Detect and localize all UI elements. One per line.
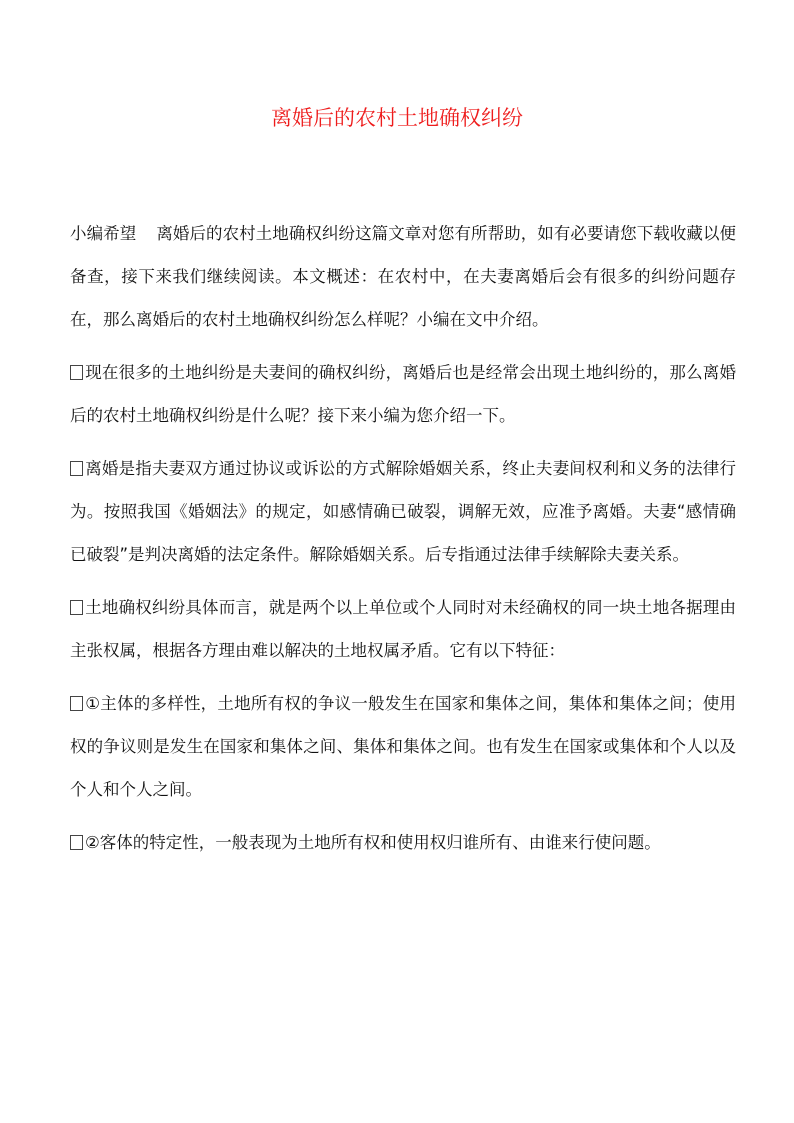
intro-lead: 小编希望 [70,224,137,243]
paragraph-text: ②客体的特定性，一般表现为土地所有权和使用权归谁所有、由谁来行使问题。 [85,833,661,852]
intro-text: 离婚后的农村土地确权纠纷这篇文章对您有所帮助，如有必要请您下载收藏以便备查，接下来我们继续阅读。本文概述：在农村中，在夫妻离婚后会有很多的纠纷问题存在，那么离婚后的农村土地确权纠纷怎么样呢？小编在文中介绍。 [70,224,737,329]
paragraph-2 [70,447,736,576]
checkbox-bullet-icon [70,600,83,615]
checkbox-bullet-icon [70,696,83,711]
checkbox-bullet-icon [70,365,83,380]
paragraph-text: 现在很多的土地纠纷是夫妻间的确权纠纷，离婚后也是经常会出现土地纠纷的，那么离婚后的农村土地确权纠纷是什么呢？接下来小编为您介绍一下。 [70,363,736,425]
paragraph-4 [70,682,736,811]
paragraph-5 [70,821,736,864]
checkbox-bullet-icon [70,461,83,476]
checkbox-bullet-icon [70,835,83,850]
document-title: 离婚后的农村土地确权纠纷 [271,106,523,130]
paragraph-text: 离婚是指夫妻双方通过协议或诉讼的方式解除婚姻关系，终止夫妻间权利和义务的法律行为。按照我国《婚姻法》的规定，如感情确已破裂，调解无效，应准予离婚。夫妻“感情确已破裂”是判决离婚的法定条件。解除婚姻关系。后专指通过法律手续解除夫妻关系。 [70,459,736,564]
paragraph-text: ①主体的多样性，土地所有权的争议一般发生在国家和集体之间，集体和集体之间；使用权的争议则是发生在国家和集体之间、集体和集体之间。也有发生在国家或集体和个人以及个人和个人之间。 [70,694,736,799]
paragraph-text: 土地确权纠纷具体而言，就是两个以上单位或个人同时对未经确权的同一块土地各据理由主张权属，根据各方理由难以解决的土地权属矛盾。它有以下特征： [70,598,736,660]
intro-paragraph [70,212,736,341]
paragraph-3 [70,586,736,672]
document-body [70,212,736,874]
paragraph-1 [70,351,736,437]
